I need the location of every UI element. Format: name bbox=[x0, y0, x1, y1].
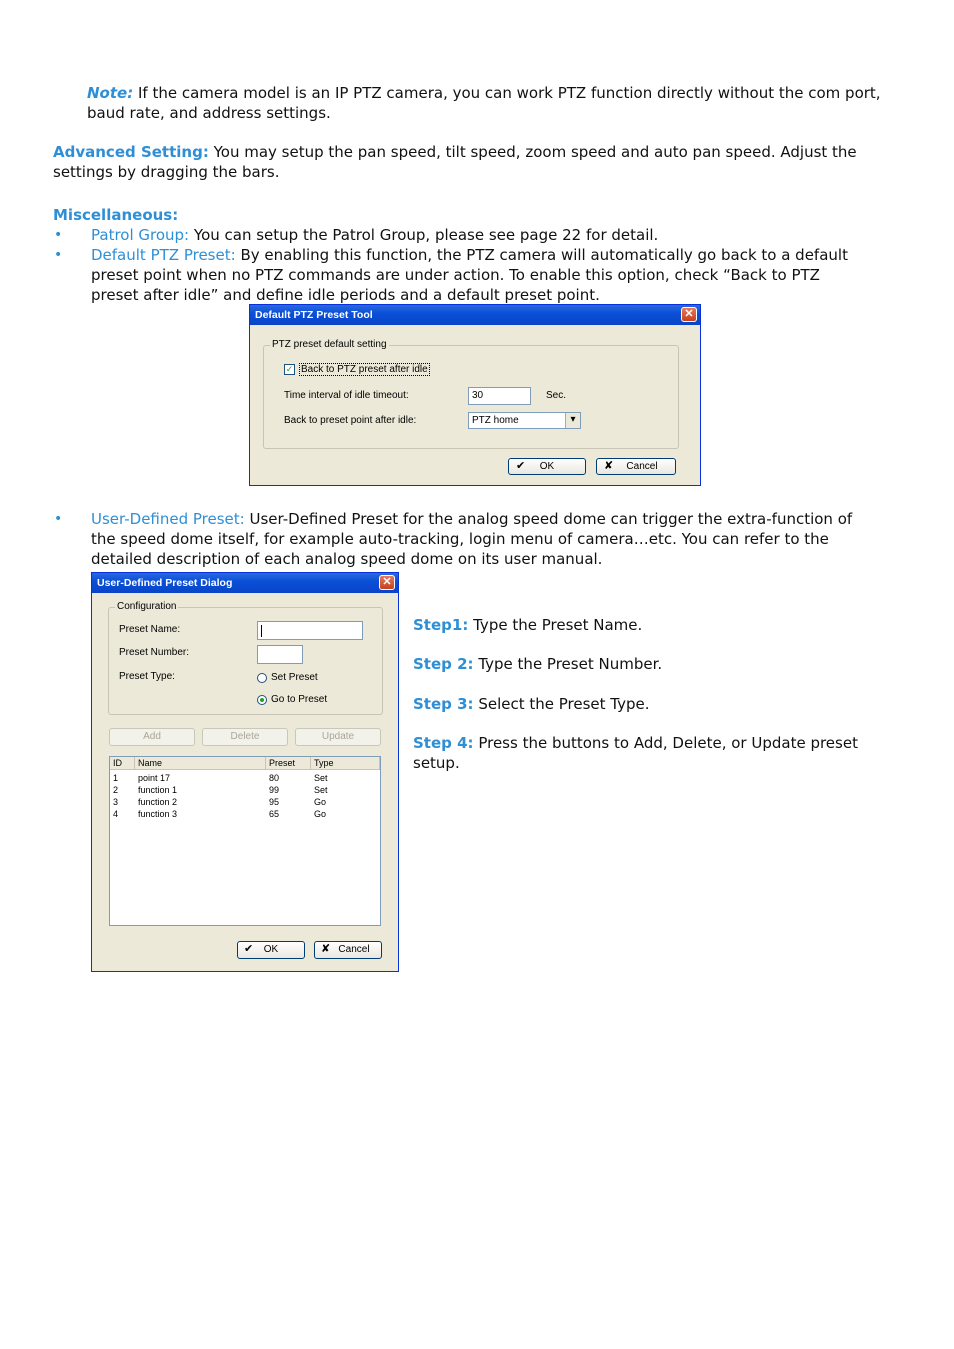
radio-set-preset[interactable] bbox=[257, 673, 267, 683]
dialog-titlebar bbox=[250, 305, 700, 325]
user-preset-item bbox=[91, 510, 911, 569]
cancel-button[interactable] bbox=[596, 458, 676, 475]
row-type-cell[interactable]: Go bbox=[314, 797, 327, 807]
dialog-title: Default PTZ Preset Tool bbox=[255, 309, 373, 321]
interval-label: Time interval of idle timeout: bbox=[284, 390, 409, 401]
delete-button[interactable]: Delete bbox=[202, 728, 288, 746]
default-preset-line3: preset after idle” and define idle periods and a default preset point. bbox=[91, 285, 600, 304]
cancel-x-icon: ✘ bbox=[604, 460, 614, 472]
close-icon[interactable]: ✕ bbox=[681, 307, 697, 322]
preset-select-value: PTZ home bbox=[472, 415, 519, 426]
ok-button[interactable] bbox=[237, 941, 305, 959]
add-button[interactable]: Add bbox=[109, 728, 195, 746]
group-legend: Configuration bbox=[117, 601, 177, 612]
row-preset-cell[interactable]: 99 bbox=[269, 785, 280, 795]
preset-number-label: Preset Number: bbox=[119, 647, 190, 658]
check-icon: ✔ bbox=[516, 460, 526, 472]
chevron-down-icon[interactable]: ▾ bbox=[565, 413, 580, 428]
default-preset-line1: By enabling this function, the PTZ camera will automatically go back to a default bbox=[240, 246, 848, 264]
bullet-icon: • bbox=[54, 247, 63, 263]
step-1 bbox=[413, 616, 893, 636]
step-label: Step 3: bbox=[413, 695, 474, 713]
row-name-cell[interactable]: point 17 bbox=[138, 773, 171, 783]
preset-name-input[interactable] bbox=[257, 621, 363, 640]
row-type-cell[interactable]: Set bbox=[314, 785, 328, 795]
interval-unit: Sec. bbox=[546, 390, 567, 401]
note-paragraph bbox=[87, 84, 907, 124]
row-id-cell[interactable]: 1 bbox=[113, 773, 119, 783]
step-label: Step 2: bbox=[413, 655, 474, 673]
column-header-preset[interactable]: Preset bbox=[266, 757, 311, 770]
preset-list[interactable] bbox=[109, 756, 381, 926]
note-label: Note: bbox=[87, 84, 134, 102]
ok-button-label: OK bbox=[263, 944, 279, 955]
step-label: Step1: bbox=[413, 616, 469, 634]
row-name-cell[interactable]: function 1 bbox=[138, 785, 178, 795]
step-2 bbox=[413, 655, 893, 675]
default-preset-item bbox=[91, 246, 911, 305]
preset-select[interactable] bbox=[468, 412, 581, 429]
row-id-cell[interactable]: 3 bbox=[113, 797, 119, 807]
patrol-group-item bbox=[91, 226, 911, 246]
row-id-cell[interactable]: 2 bbox=[113, 785, 119, 795]
configuration-group bbox=[108, 601, 383, 715]
checkbox-label[interactable]: Back to PTZ preset after idle bbox=[301, 364, 428, 375]
row-id-cell[interactable]: 4 bbox=[113, 809, 119, 819]
note-text-line1: If the camera model is an IP PTZ camera, you can work PTZ function directly without the com port, bbox=[137, 84, 881, 102]
close-icon[interactable]: ✕ bbox=[379, 575, 395, 590]
advanced-text-line2: settings by dragging the bars. bbox=[53, 162, 280, 181]
misc-heading: Miscellaneous: bbox=[53, 206, 179, 224]
bullet-icon: • bbox=[54, 511, 63, 527]
row-name-cell[interactable]: function 2 bbox=[138, 797, 178, 807]
row-preset-cell[interactable]: 95 bbox=[269, 797, 280, 807]
step-text: Type the Preset Name. bbox=[473, 616, 643, 634]
step-3 bbox=[413, 695, 893, 715]
preset-number-input[interactable] bbox=[257, 645, 303, 664]
preset-type-label: Preset Type: bbox=[119, 671, 175, 682]
user-preset-label: User-Defined Preset: bbox=[91, 510, 245, 528]
cancel-x-icon: ✘ bbox=[321, 943, 331, 955]
radio-go-to-preset-label: Go to Preset bbox=[271, 694, 328, 705]
radio-go-to-preset[interactable] bbox=[257, 695, 267, 705]
column-header-name[interactable]: Name bbox=[135, 757, 266, 770]
preset-label: Back to preset point after idle: bbox=[284, 415, 417, 426]
user-defined-preset-dialog bbox=[91, 572, 399, 972]
ok-button-label: OK bbox=[539, 461, 555, 472]
row-name-cell[interactable]: function 3 bbox=[138, 809, 178, 819]
user-preset-line2: the speed dome itself, for example auto-tracking, login menu of camera…etc. You can refer to the bbox=[91, 529, 829, 548]
dialog-titlebar bbox=[92, 573, 398, 593]
advanced-label: Advanced Setting: bbox=[53, 143, 209, 161]
cancel-button-label: Cancel bbox=[626, 461, 658, 472]
step-text: Type the Preset Number. bbox=[478, 655, 663, 673]
ok-button[interactable] bbox=[508, 458, 586, 475]
patrol-label: Patrol Group: bbox=[91, 226, 190, 244]
update-button[interactable]: Update bbox=[295, 728, 381, 746]
advanced-setting-paragraph bbox=[53, 143, 913, 183]
row-type-cell[interactable]: Go bbox=[314, 809, 327, 819]
default-ptz-preset-dialog bbox=[249, 304, 701, 486]
interval-input[interactable]: 30 bbox=[468, 387, 531, 405]
user-preset-line3: detailed description of each analog speed dome on its user manual. bbox=[91, 549, 603, 568]
user-preset-line1: User-Defined Preset for the analog speed dome can trigger the extra-function of bbox=[249, 510, 853, 528]
back-to-preset-checkbox[interactable]: ✓ bbox=[285, 364, 294, 374]
row-preset-cell[interactable]: 80 bbox=[269, 773, 280, 783]
step-label: Step 4: bbox=[413, 734, 474, 752]
step-text: Press the buttons to Add, Delete, or Update preset bbox=[478, 734, 858, 752]
cancel-button[interactable] bbox=[314, 941, 382, 959]
column-header-type[interactable]: Type bbox=[311, 757, 380, 770]
bullet-icon: • bbox=[54, 227, 63, 243]
row-type-cell[interactable]: Set bbox=[314, 773, 328, 783]
advanced-text-line1: You may setup the pan speed, tilt speed, zoom speed and auto pan speed. Adjust the bbox=[213, 143, 857, 161]
cancel-button-label: Cancel bbox=[338, 944, 370, 955]
default-preset-line2: preset point when no PTZ commands are under action. To enable this option, check “Back to PTZ bbox=[91, 265, 820, 284]
row-preset-cell[interactable]: 65 bbox=[269, 809, 280, 819]
step-4 bbox=[413, 734, 893, 774]
ptz-preset-group bbox=[263, 339, 679, 449]
dialog-title: User-Defined Preset Dialog bbox=[97, 577, 233, 589]
preset-name-label: Preset Name: bbox=[119, 624, 181, 635]
patrol-text: You can setup the Patrol Group, please see page 22 for detail. bbox=[193, 226, 659, 244]
step-text: Select the Preset Type. bbox=[478, 695, 650, 713]
check-icon: ✔ bbox=[244, 943, 254, 955]
group-legend: PTZ preset default setting bbox=[272, 339, 387, 350]
column-header-id[interactable]: ID bbox=[110, 757, 135, 770]
radio-set-preset-label: Set Preset bbox=[271, 672, 318, 683]
note-text-line2: baud rate, and address settings. bbox=[87, 103, 331, 122]
step-text-2: setup. bbox=[413, 753, 460, 772]
default-preset-label: Default PTZ Preset: bbox=[91, 246, 236, 264]
text-caret bbox=[261, 625, 262, 637]
